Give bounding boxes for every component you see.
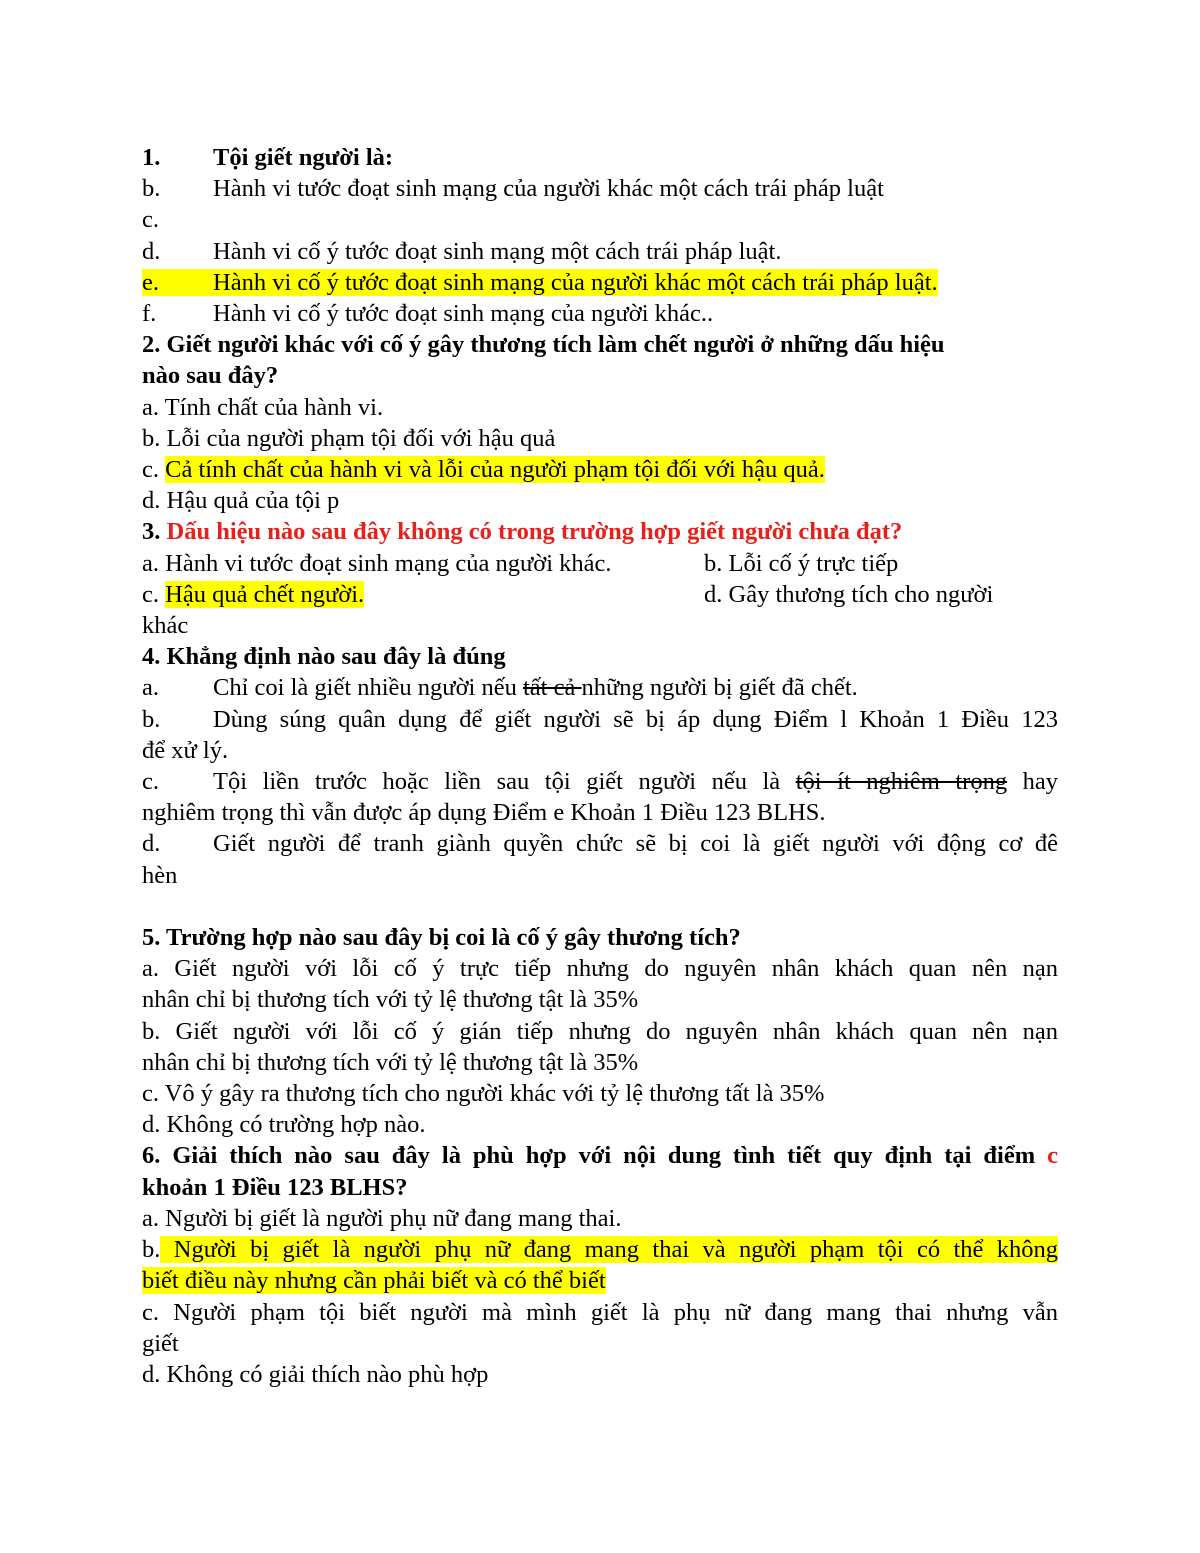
option-key: a. <box>142 674 159 702</box>
q6-option-c: c. Người phạm tội biết người mà mình giết là phụ nữ đang mang thai nhưng vẫn <box>142 1298 1058 1326</box>
q5-option-b-continued: nhân chỉ bị thương tích với tỷ lệ thương tật là 35% <box>142 1048 639 1076</box>
q1-option-d <box>142 236 1058 267</box>
q3-number: 3. <box>142 518 167 546</box>
q5-option-a-continued: nhân chỉ bị thương tích với tỷ lệ thương tật là 35% <box>142 986 639 1014</box>
q3-options-row2 <box>142 579 1058 610</box>
option-key: d. <box>142 237 161 265</box>
struck-text: tội ít nghiêm trọng <box>795 768 1008 796</box>
q3-option-b: b. Lỗi cố ý trực tiếp <box>704 549 899 577</box>
option-text-highlighted: biết điều này nhưng cần phải biết và có thể biết <box>142 1267 606 1295</box>
option-key: f. <box>142 300 157 328</box>
q1-option-e-answer <box>142 267 1058 298</box>
option-text-highlighted: Người bị giết là người phụ nữ đang mang thai và người phạm tội có thể không <box>160 1236 1058 1264</box>
q3-title-text: Dấu hiệu nào sau đây không có trong trường hợp giết người chưa đạt? <box>166 518 903 546</box>
q2-option-c-answer <box>142 454 1058 485</box>
q1-option-c <box>142 204 1058 235</box>
q1-option-b <box>142 173 1058 204</box>
q4-option-c-continued: nghiêm trọng thì vẫn được áp dụng Điểm e Khoản 1 Điều 123 BLHS. <box>142 799 826 827</box>
q4-option-b <box>142 704 1058 735</box>
q6-option-a: a. Người bị giết là người phụ nữ đang mang thai. <box>142 1204 622 1232</box>
q6-title-red-letter: c <box>1047 1142 1058 1170</box>
struck-text: tất cả <box>522 674 582 702</box>
q2-option-d: d. Hậu quả của tội p <box>142 487 340 515</box>
option-key: b. <box>142 1236 161 1264</box>
q4-option-a <box>142 672 1058 703</box>
option-text: Hành vi tước đoạt sinh mạng của người khác một cách trái pháp luật <box>213 175 884 203</box>
q6-option-c-continued: giết <box>142 1329 179 1357</box>
option-text-highlighted: Hành vi cố ý tước đoạt sinh mạng của người khác một cách trái pháp luật. <box>213 268 938 296</box>
q6-title-line2: khoản 1 Điều 123 BLHS? <box>142 1173 408 1201</box>
q5-option-a: a. Giết người với lỗi cố ý trực tiếp nhưng do nguyên nhân khách quan nên nạn <box>142 955 1058 983</box>
option-text: những người bị giết đã chết. <box>581 674 858 702</box>
option-key: e. <box>142 268 159 296</box>
q5-option-d: d. Không có trường hợp nào. <box>142 1111 426 1139</box>
q6-title-text: 6. Giải thích nào sau đây là phù hợp với nội dung tình tiết quy định tại điểm <box>142 1142 1036 1170</box>
q3-option-a: a. Hành vi tước đoạt sinh mạng của người khác. <box>142 549 612 577</box>
q5-option-c: c. Vô ý gây ra thương tích cho người khác với tỷ lệ thương tất là 35% <box>142 1080 825 1108</box>
option-key: c. <box>142 768 159 796</box>
option-text: Giết người để tranh giành quyền chức sẽ bị coi là giết người với động cơ đê <box>213 830 1058 858</box>
q3-option-d: d. Gây thương tích cho người <box>704 580 994 608</box>
q4-option-d <box>142 828 1058 859</box>
q6-option-d: d. Không có giải thích nào phù hợp <box>142 1360 489 1388</box>
q1-option-f <box>142 298 1058 329</box>
q6-option-b-continued <box>142 1265 1058 1296</box>
option-key: b. <box>142 705 161 733</box>
q4-option-b-continued: để xử lý. <box>142 736 229 764</box>
q2-option-b: b. Lỗi của người phạm tội đối với hậu quả <box>142 424 556 452</box>
option-key: d. <box>142 830 161 858</box>
option-key: b. <box>142 175 161 203</box>
q6-option-b-answer <box>142 1234 1058 1265</box>
q3-option-d-continued: khác <box>142 612 189 640</box>
q3-options-row1 <box>142 548 1058 579</box>
option-text: Chỉ coi là giết nhiều người nếu <box>213 674 523 702</box>
q3-option-c-answer <box>142 579 704 610</box>
q3-title <box>142 516 1058 547</box>
option-text: Hành vi cố ý tước đoạt sinh mạng của người khác.. <box>213 300 714 328</box>
q2-option-a: a. Tính chất của hành vi. <box>142 393 384 421</box>
q2-title-line1: 2. Giết người khác với cố ý gây thương tích làm chết người ở những dấu hiệu <box>142 331 945 359</box>
option-key: c. <box>142 456 166 484</box>
option-key: c. <box>142 580 166 608</box>
blank-line <box>142 891 1058 922</box>
option-text: Tội liền trước hoặc liền sau tội giết người nếu là <box>213 768 796 796</box>
q6-title-line1 <box>142 1140 1058 1171</box>
option-text: Dùng súng quân dụng để giết người sẽ bị áp dụng Điểm l Khoản 1 Điều 123 <box>213 705 1058 733</box>
q1-title <box>142 142 1058 173</box>
option-text-highlighted: Hậu quả chết người. <box>165 580 365 608</box>
q1-number: 1. <box>142 144 161 171</box>
option-text: hay <box>1007 768 1059 796</box>
option-text: Hành vi cố ý tước đoạt sinh mạng một cách trái pháp luật. <box>213 237 782 265</box>
q2-title-line2: nào sau đây? <box>142 362 279 390</box>
q5-option-b: b. Giết người với lỗi cố ý gián tiếp nhưng do nguyên nhân khách quan nên nạn <box>142 1017 1058 1045</box>
q4-option-c <box>142 766 1058 797</box>
q4-title: 4. Khẳng định nào sau đây là đúng <box>142 643 506 671</box>
q5-title: 5. Trường hợp nào sau đây bị coi là cố ý gây thương tích? <box>142 924 741 952</box>
q4-option-d-continued: hèn <box>142 861 178 889</box>
option-key: c. <box>142 206 159 234</box>
q1-title-text: Tội giết người là: <box>213 144 394 171</box>
option-text-highlighted: Cả tính chất của hành vi và lỗi của người phạm tội đối với hậu quả. <box>165 456 825 484</box>
